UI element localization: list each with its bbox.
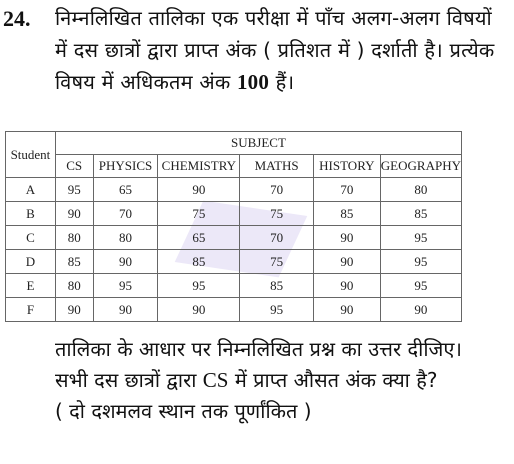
mark-cell: 90 — [313, 274, 380, 298]
student-cell: A — [6, 178, 56, 202]
question-ask — [55, 365, 510, 396]
rounding-note: ( दो दशमलव स्थान तक पूर्णांकित ) — [55, 399, 312, 423]
column-header: CS — [55, 155, 93, 178]
marks-table — [5, 131, 462, 322]
mark-cell: 80 — [93, 226, 158, 250]
column-header: MATHS — [240, 155, 314, 178]
ask-text: सभी दस छात्रों द्वारा — [55, 368, 197, 392]
intro-text-end: हैं। — [275, 70, 295, 94]
student-cell: C — [6, 226, 56, 250]
mark-cell: 90 — [313, 226, 380, 250]
student-cell: E — [6, 274, 56, 298]
subject-names-row — [6, 155, 462, 178]
mark-cell: 80 — [380, 178, 461, 202]
mark-cell: 85 — [380, 202, 461, 226]
mark-cell: 95 — [380, 250, 461, 274]
table-row — [6, 250, 462, 274]
mark-cell: 90 — [158, 178, 240, 202]
mark-cell: 95 — [55, 178, 93, 202]
student-cell: F — [6, 298, 56, 322]
intro-text: निम्नलिखित तालिका एक परीक्षा में पाँच अलग-अलग विषयों में दस छात्रों द्वारा प्राप्त अंक ( प्रतिशत में ) दर्शाती है। प्रत्येक विषय में अधिकतम अंक — [55, 6, 495, 94]
table-row — [6, 298, 462, 322]
table-row — [6, 202, 462, 226]
question-body — [55, 334, 510, 427]
question-number: 24. — [3, 6, 31, 31]
subject-header: SUBJECT — [55, 132, 461, 155]
mark-cell: 90 — [93, 250, 158, 274]
student-cell: B — [6, 202, 56, 226]
column-header: CHEMISTRY — [158, 155, 240, 178]
mark-cell: 95 — [158, 274, 240, 298]
mark-cell: 90 — [313, 298, 380, 322]
mark-cell: 75 — [240, 250, 314, 274]
max-marks-value: 100 — [236, 70, 270, 94]
student-column-header: Student — [6, 132, 56, 178]
mark-cell: 70 — [240, 226, 314, 250]
question-intro — [55, 2, 505, 98]
mark-cell: 70 — [93, 202, 158, 226]
column-header: HISTORY — [313, 155, 380, 178]
mark-cell: 65 — [158, 226, 240, 250]
mark-cell: 75 — [240, 202, 314, 226]
mark-cell: 70 — [313, 178, 380, 202]
column-header: PHYSICS — [93, 155, 158, 178]
mark-cell: 85 — [313, 202, 380, 226]
student-cell: D — [6, 250, 56, 274]
mark-cell: 75 — [158, 202, 240, 226]
mark-cell: 90 — [158, 298, 240, 322]
column-header: GEOGRAPHY — [380, 155, 461, 178]
mark-cell: 70 — [240, 178, 314, 202]
mark-cell: 85 — [55, 250, 93, 274]
mark-cell: 85 — [158, 250, 240, 274]
ask-text-end: में प्राप्त औसत अंक क्या है? — [234, 368, 438, 392]
table-row — [6, 274, 462, 298]
mark-cell: 95 — [240, 298, 314, 322]
mark-cell: 80 — [55, 226, 93, 250]
mark-cell: 95 — [380, 226, 461, 250]
mark-cell: 85 — [240, 274, 314, 298]
mark-cell: 95 — [93, 274, 158, 298]
ask-subject: CS — [202, 368, 229, 392]
mark-cell: 90 — [380, 298, 461, 322]
mark-cell: 80 — [55, 274, 93, 298]
table-row — [6, 226, 462, 250]
table-header-row — [6, 132, 462, 155]
mark-cell: 90 — [55, 298, 93, 322]
mark-cell: 90 — [55, 202, 93, 226]
mark-cell: 95 — [380, 274, 461, 298]
table-row — [6, 178, 462, 202]
mark-cell: 90 — [93, 298, 158, 322]
mark-cell: 90 — [313, 250, 380, 274]
instruction-text: तालिका के आधार पर निम्नलिखित प्रश्न का उत्तर दीजिए। — [55, 337, 462, 361]
mark-cell: 65 — [93, 178, 158, 202]
